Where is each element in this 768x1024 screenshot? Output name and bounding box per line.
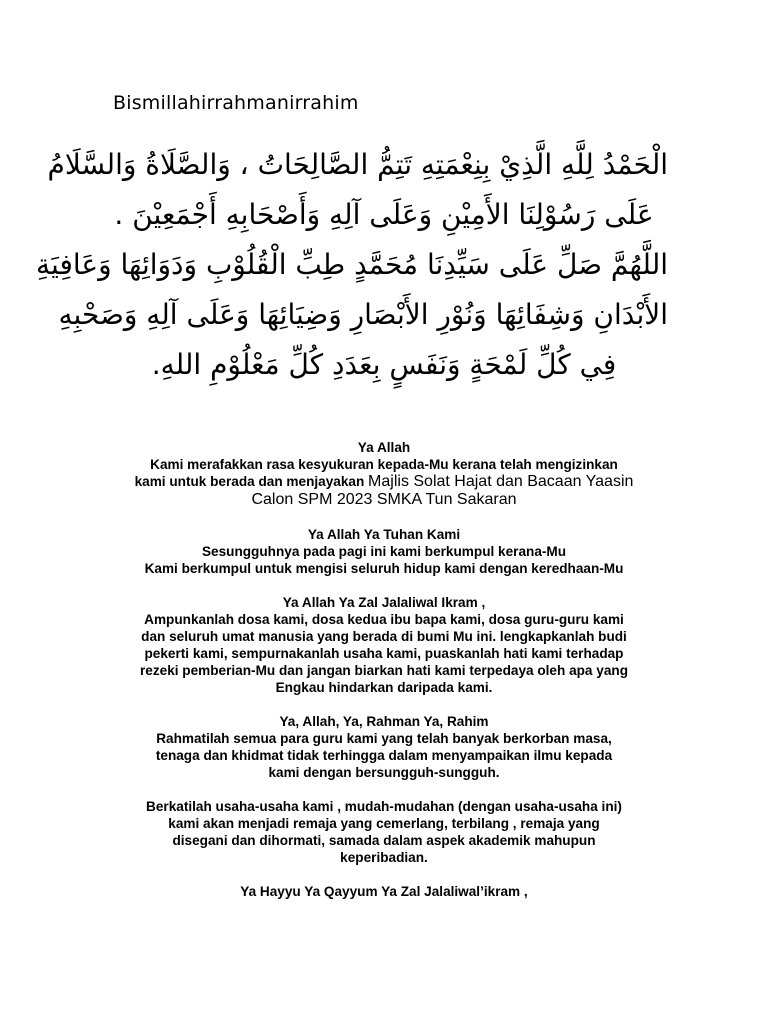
prayer-line: tenaga dan khidmat tidak terhingga dalam menyampaikan ilmu kepada [155,748,613,763]
prayer-line: Rahmatilah semua para guru kami yang telah banyak berkorban masa, [156,731,612,746]
prayer-paragraph [84,883,684,900]
prayer-line: kami akan menjadi remaja yang cemerlang, terbilang , remaja yang [168,816,600,831]
prayer-line: pekerti kami, sempurnakanlah usaha kami, puaskanlah hati kami terhadap [144,646,624,661]
prayer-line: Ya, Allah, Ya, Rahman Ya, Rahim [279,714,489,729]
prayer-line: Ya Allah [357,440,411,455]
document-heading: Bismillahirrahmanirrahim [113,92,359,114]
event-candidates: Calon SPM 2023 SMKA Tun Sakaran [251,491,517,508]
prayer-paragraph [84,798,684,866]
prayer-paragraph [84,713,684,781]
arabic-line: فِي كُلِّ لَمْحَةٍ وَنَفَسٍ بِعَدَدِ كُلِّ مَعْلُوْمِ اللهِ. [151,348,617,381]
prayer-line [84,473,684,490]
arabic-line: عَلَى رَسُوْلِنَا الأَمِيْنِ وَعَلَى آلِهِ وَأَصْحَابِهِ أَجْمَعِيْنَ . [114,198,654,231]
prayer-paragraph [84,594,684,696]
prayer-line: Kami berkumpul untuk mengisi seluruh hidup kami dengan keredhaan-Mu [144,561,624,576]
prayer-text [84,439,684,917]
prayer-line: keperibadian. [340,850,428,865]
prayer-paragraph [84,526,684,577]
prayer-line: dan seluruh umat manusia yang berada di bumi Mu ini. lengkapkanlah budi [141,629,627,644]
prayer-line: disegani dan dihormati, samada dalam aspek akademik mahupun [172,833,596,848]
arabic-line: اللَّهُمَّ صَلِّ عَلَى سَيِّدِنَا مُحَمَّدٍ طِبِّ الْقُلُوْبِ وَدَوَائِهَا وَعَافِيَةِ [36,248,668,281]
arabic-line: الْحَمْدُ لِلَّهِ الَّذِيْ بِنِعْمَتِهِ تَتِمُّ الصَّالِحَاتُ ، وَالصَّلَاةُ وَالسَّلَامُ [47,148,668,181]
prayer-line: Ya Hayyu Ya Qayyum Ya Zal Jalaliwal’ikram , [240,884,528,899]
arabic-salawat-text [36,140,668,390]
prayer-line: Kami merafakkan rasa kesyukuran kepada-Mu kerana telah mengizinkan [150,457,618,472]
prayer-line: Engkau hindarkan daripada kami. [275,680,493,695]
prayer-line: Ya Allah Ya Zal Jalaliwal Ikram , [282,595,486,610]
prayer-line: Ampunkanlah dosa kami, dosa kedua ibu bapa kami, dosa guru-guru kami [144,612,624,627]
prayer-line-part: kami untuk berada dan menjayakan [134,474,369,489]
prayer-line: Ya Allah Ya Tuhan Kami [307,527,461,542]
prayer-line: rezeki pemberian-Mu dan jangan biarkan hati kami terpedaya oleh apa yang [139,663,628,678]
prayer-line: kami dengan bersungguh-sungguh. [268,765,500,780]
prayer-line: Berkatilah usaha-usaha kami , mudah-mudahan (dengan usaha-usaha ini) [146,799,622,814]
event-name: Majlis Solat Hajat dan Bacaan Yaasin [368,473,634,490]
prayer-paragraph [84,439,684,509]
arabic-line: الأَبْدَانِ وَشِفَائِهَا وَنُوْرِ الأَبْصَارِ وَضِيَائِهَا وَعَلَى آلِهِ وَصَحْبِهِ [58,298,668,331]
prayer-line: Sesungguhnya pada pagi ini kami berkumpul kerana-Mu [201,544,567,559]
